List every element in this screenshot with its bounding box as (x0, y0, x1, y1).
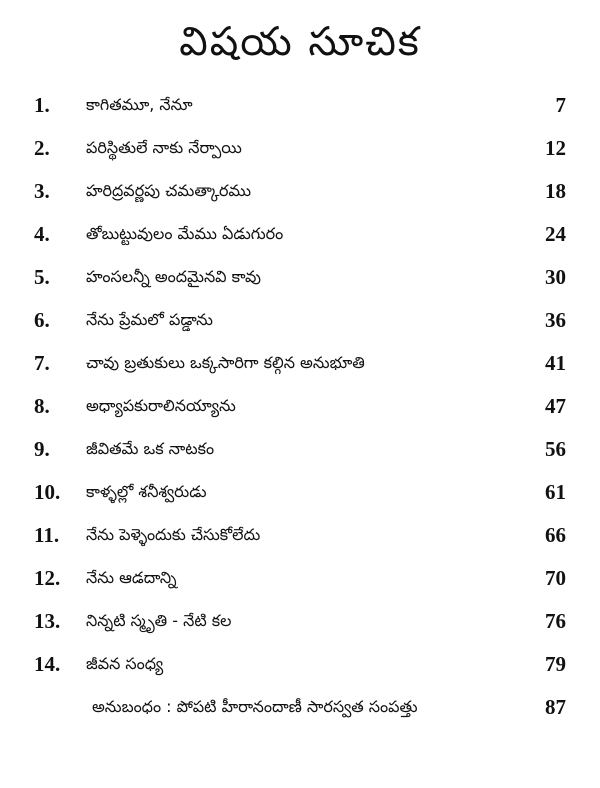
toc-entry-13 (0, 602, 600, 638)
entry-number: 5. (34, 265, 50, 289)
entry-number: 4. (34, 222, 50, 246)
entry-number: 9. (34, 437, 50, 461)
entry-title: జీవన సంధ్య (86, 654, 164, 673)
toc-entry-14 (0, 645, 600, 681)
toc-entry-1 (0, 86, 600, 122)
toc-entry-2 (0, 129, 600, 165)
entry-number: 13. (34, 609, 61, 633)
entry-page: 36 (545, 308, 566, 332)
entry-title: నిన్నటి స్మృతి - నేటి కల (86, 611, 232, 630)
page-title: విషయ సూచిక (179, 19, 421, 65)
entry-number: 7. (34, 351, 50, 375)
entry-number: 12. (34, 566, 61, 590)
entry-page: 76 (545, 609, 566, 633)
toc-entry-6 (0, 301, 600, 337)
entry-page: 24 (545, 222, 566, 246)
toc-entry-7 (0, 344, 600, 380)
toc-entry-appendix (0, 688, 600, 724)
entry-title: చావు బ్రతుకులు ఒక్కసారిగా కల్గిన అనుభూతి (86, 353, 365, 372)
toc-entry-10 (0, 473, 600, 509)
entry-title: అనుబంధం : పోపటి హీరానందాణీ సారస్వత సంపత్తు (92, 697, 418, 716)
entry-page: 56 (545, 437, 566, 461)
entry-number: 8. (34, 394, 50, 418)
entry-page: 18 (545, 179, 566, 203)
entry-page: 66 (545, 523, 566, 547)
entry-title: హంసలన్నీ అందమైనవి కావు (86, 267, 261, 286)
entry-number: 1. (34, 93, 50, 117)
entry-title: హరిద్రవర్ణపు చమత్కారము (86, 181, 251, 200)
entry-title: పరిస్థితులే నాకు నేర్పాయి (86, 138, 242, 157)
entry-title: కాళ్ళల్లో శనీశ్వరుడు (86, 482, 207, 501)
toc-entry-9 (0, 430, 600, 466)
entry-number: 6. (34, 308, 50, 332)
entry-title: జీవితమే ఒక నాటకం (86, 439, 215, 458)
entry-title: తోబుట్టువులం మేము ఏడుగురం (86, 224, 284, 243)
entry-page: 87 (545, 695, 566, 719)
entry-page: 79 (545, 652, 566, 676)
entry-title: నేను పెళ్ళెందుకు చేసుకోలేదు (86, 525, 261, 544)
toc-entry-11 (0, 516, 600, 552)
entry-number: 11. (34, 523, 60, 547)
entry-page: 7 (555, 93, 566, 117)
toc-entry-12 (0, 559, 600, 595)
entry-title: అధ్యాపకురాలినయ్యాను (86, 396, 236, 415)
entry-title: కాగితమూ, నేనూ (86, 95, 193, 114)
entry-number: 3. (34, 179, 50, 203)
toc-entry-4 (0, 215, 600, 251)
entry-number: 14. (34, 652, 61, 676)
entry-title: నేను ప్రేమలో పడ్డాను (86, 310, 213, 329)
toc-entry-3 (0, 172, 600, 208)
toc-entry-8 (0, 387, 600, 423)
entry-title: నేను ఆడదాన్ని (86, 568, 177, 587)
entry-number: 2. (34, 136, 50, 160)
entry-page: 41 (545, 351, 566, 375)
entry-page: 61 (545, 480, 566, 504)
entry-page: 70 (545, 566, 566, 590)
entry-number: 10. (34, 480, 61, 504)
toc-entry-5 (0, 258, 600, 294)
entry-page: 30 (545, 265, 566, 289)
entry-page: 12 (545, 136, 566, 160)
entry-page: 47 (545, 394, 566, 418)
